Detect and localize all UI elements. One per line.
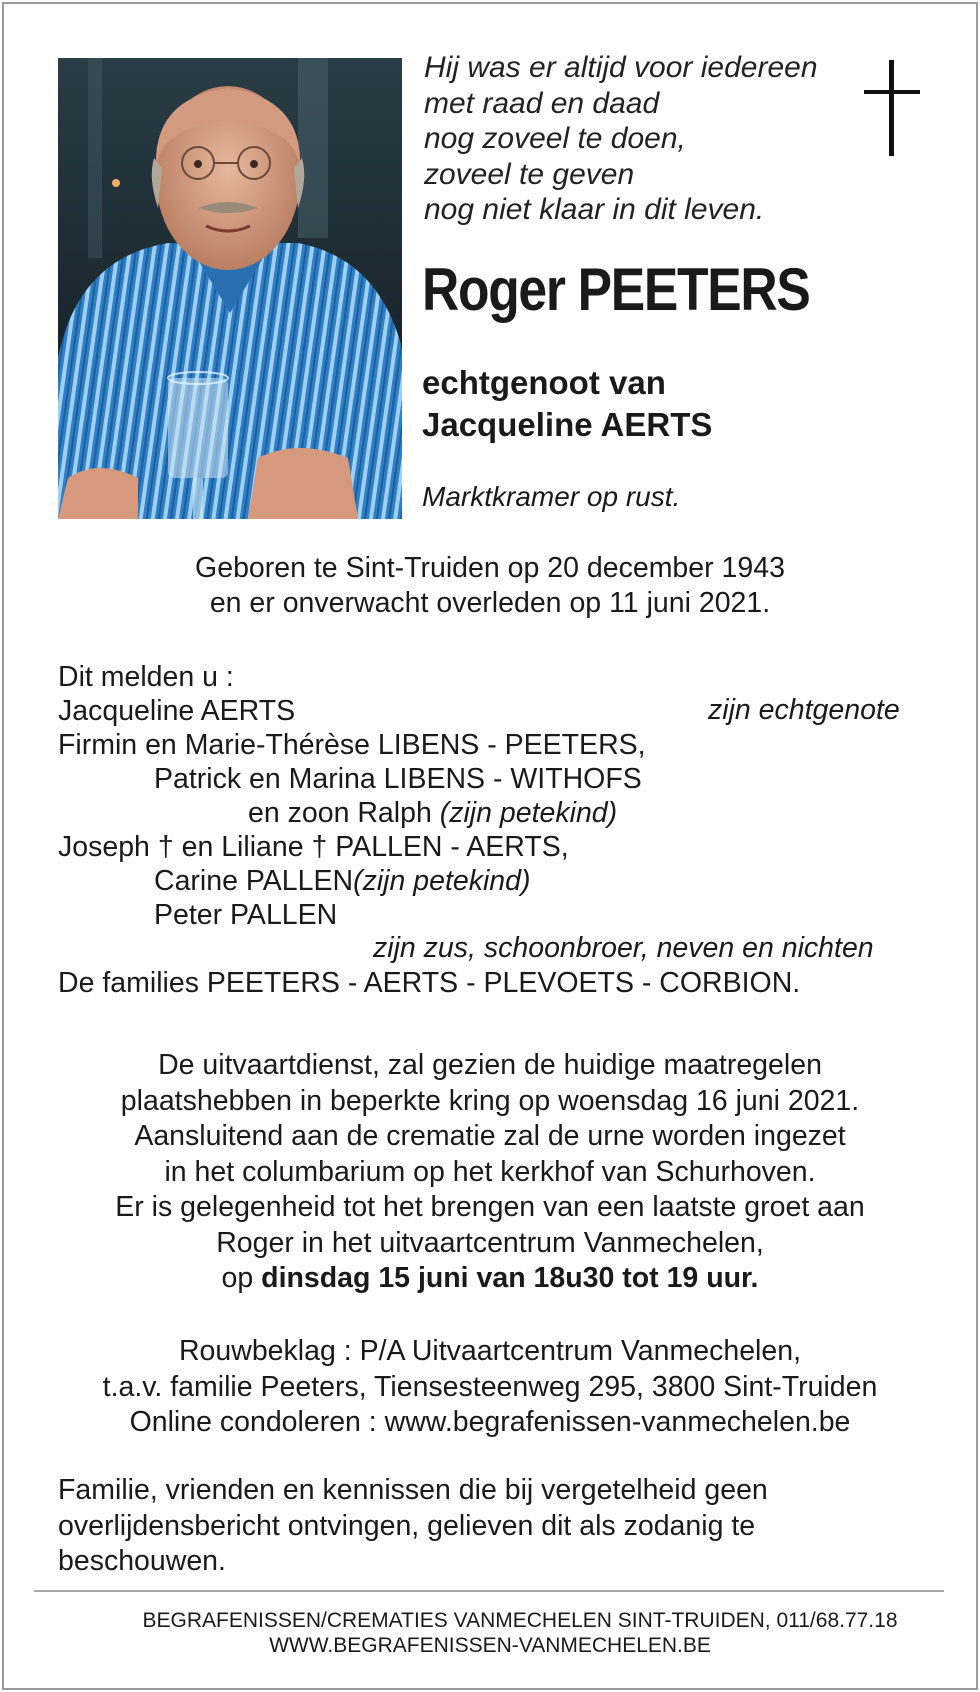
visitation-line [0,1261,980,1297]
cross-icon [864,60,920,156]
carine-note: (zijn petekind) [353,865,531,897]
ralph-name: en zoon Ralph [248,797,432,829]
family-line-ralph [248,796,617,830]
ralph-note: (zijn petekind) [439,797,618,829]
contact-info [0,1334,980,1441]
condolence-address-line: t.a.v. familie Peeters, Tiensesteenweg 295, 3800 Sint-Truiden [102,1370,878,1403]
spouse-block [422,362,712,446]
funeral-line: De uitvaartdienst, zal gezien de huidige maatregelen [158,1049,822,1081]
family-line-carine [154,864,531,898]
funeral-line: plaatshebben in beperkte kring op woensdag 16 juni 2021. [120,1084,860,1117]
group-relation: zijn zus, schoonbroer, neven en nichten [373,932,874,964]
family-line-firmin: Firmin en Marie-Thérèse LIBENS - PEETERS, [58,729,646,761]
spouse-name: Jacqueline AERTS [422,406,713,443]
notice-text: Familie, vrienden en kennissen die bij vergetelheid geen overlijdensbericht ontvingen, gelieven dit als zodanig te beschouwen. [58,1474,768,1577]
funeral-line: Roger in het uitvaartcentrum Vanmechelen, [216,1226,764,1259]
funeral-home-line: BEGRAFENISSEN/CREMATIES VANMECHELEN SINT-TRUIDEN, 011/68.77.18 [142,1609,898,1632]
spouse-intro: echtgenoot van [422,364,666,401]
visitation-time: dinsdag 15 juni van 18u30 tot 19 uur. [261,1262,759,1294]
funeral-line: Er is gelegenheid tot het brengen van een laatste groet aan [115,1191,865,1223]
condolence-address-line: Rouwbeklag : P/A Uitvaartcentrum Vanmechelen, [178,1335,802,1367]
life-dates [0,551,980,621]
family-names: De families PEETERS - AERTS - PLEVOETS - CORBION. [58,967,801,999]
memorial-poem [424,50,818,228]
family-spouse: Jacqueline AERTS [58,695,296,727]
online-condolence-line: Online condoleren : www.begrafenissen-vanmechelen.be [129,1406,851,1438]
family-intro: Dit melden u : [58,661,234,693]
funeral-home-website: WWW.BEGRAFENISSEN-VANMECHELEN.BE [269,1634,711,1657]
poem-line: nog niet klaar in dit leven. [424,193,765,226]
family-line-patrick: Patrick en Marina LIBENS - WITHOFS [154,763,642,795]
carine-name: Carine PALLEN [154,865,354,897]
funeral-home-footer [0,1608,980,1658]
occupation: Marktkramer op rust. [422,481,681,512]
footer-divider [34,1590,944,1592]
spouse-relation: zijn echtgenote [708,694,900,726]
funeral-line: Aansluitend aan de crematie zal de urne worden ingezet [134,1120,846,1152]
family-line-joseph: Joseph † en Liliane † PALLEN - AERTS, [58,831,569,863]
portrait-photo [58,58,402,519]
visitation-prefix: op [221,1262,254,1294]
poem-line: nog zoveel te doen, [424,122,686,155]
funeral-line: in het columbarium op het kerkhof van Schurhoven. [164,1155,816,1188]
poem-line: zoveel te geven [424,157,635,191]
poem-line: met raad en daad [424,86,660,120]
birth-line: Geboren te Sint-Truiden op 20 december 1943 [195,552,785,584]
funeral-info [0,1048,980,1297]
family-line-peter: Peter PALLEN [154,899,338,931]
poem-line: Hij was er altijd voor iedereen [424,51,818,84]
death-line: en er onverwacht overleden op 11 juni 2021. [209,587,771,619]
deceased-name: Roger PEETERS [422,256,810,323]
